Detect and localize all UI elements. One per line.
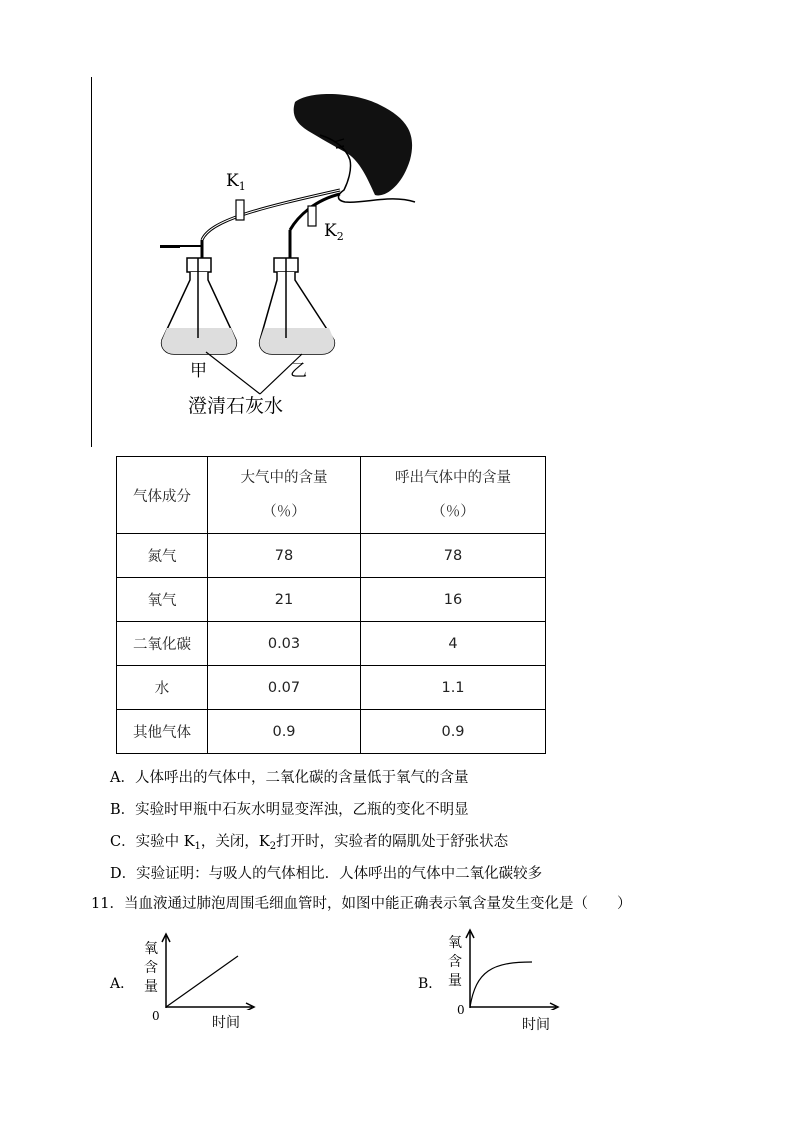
graph-a-origin: 0 xyxy=(152,1009,160,1023)
header-air-content-line1: 大气中的含量 xyxy=(240,470,328,486)
apparatus-figure xyxy=(140,90,440,430)
exhaled-value: 1.1 xyxy=(361,666,546,710)
header-gas-component: 气体成分 xyxy=(117,457,208,534)
graph-b-curve xyxy=(470,962,532,1007)
exhaled-value: 0.9 xyxy=(361,710,546,754)
graph-a-ylabel-2: 含 xyxy=(144,960,158,976)
graph-b-xlabel: 时间 xyxy=(522,1017,550,1033)
graph-b-ylabel-3: 量 xyxy=(448,973,462,989)
table-header-row xyxy=(117,457,546,534)
graph-a-ylabel-3: 量 xyxy=(144,979,158,995)
graph-b-plot xyxy=(464,926,564,1010)
gas-name: 水 xyxy=(117,666,208,710)
graph-b-ylabel-1: 氧 xyxy=(448,935,462,951)
option-c-text-2: ，关闭，K xyxy=(200,834,270,850)
header-air-content xyxy=(208,457,361,534)
graph-b-label: B． xyxy=(418,976,443,992)
option-c-text-3: 打开时，实验者的隔肌处于舒张状态 xyxy=(276,834,509,850)
table-row xyxy=(117,622,546,666)
flask-a-label: 甲 xyxy=(190,361,207,381)
flask-a xyxy=(160,240,236,354)
gas-name: 氮气 xyxy=(117,534,208,578)
option-c-sub-2: 2 xyxy=(269,841,277,852)
pointer-line-a xyxy=(206,352,260,394)
flask-b-label: 乙 xyxy=(290,361,307,381)
header-exhaled-content-line1: 呼出气体中的含量 xyxy=(395,470,511,486)
table-row xyxy=(117,710,546,754)
valve-k1-label: $K_1$ xyxy=(226,171,246,193)
graph-b-ylabel-2: 含 xyxy=(448,954,462,970)
option-d: D．实验证明：与吸人的气体相比．人体呼出的气体中二氧化碳较多 xyxy=(110,866,543,882)
table-row xyxy=(117,578,546,622)
option-c-sub-1: 1 xyxy=(194,841,201,852)
exhaled-value: 16 xyxy=(361,578,546,622)
air-value: 21 xyxy=(208,578,361,622)
table-row xyxy=(117,666,546,710)
option-c xyxy=(110,830,508,852)
air-value: 0.07 xyxy=(208,666,361,710)
air-value: 0.03 xyxy=(208,622,361,666)
header-air-content-line2: （％） xyxy=(262,504,306,520)
clamp-k1 xyxy=(236,200,244,220)
air-value: 0.9 xyxy=(208,710,361,754)
valve-k2-label: $K_2$ xyxy=(324,221,344,243)
exhaled-value: 78 xyxy=(361,534,546,578)
graph-a-xlabel: 时间 xyxy=(212,1015,240,1031)
graph-a-ylabel-1: 氧 xyxy=(144,941,158,957)
option-b: B．实验时甲瓶中石灰水明显变浑浊，乙瓶的变化不明显 xyxy=(110,802,469,818)
gas-name: 二氧化碳 xyxy=(117,622,208,666)
person-hair xyxy=(294,94,412,195)
gas-name: 其他气体 xyxy=(117,710,208,754)
figure-caption: 澄清石灰水 xyxy=(188,395,284,417)
exhaled-value: 4 xyxy=(361,622,546,666)
option-a: A．人体呼出的气体中，二氧化碳的含量低于氧气的含量 xyxy=(110,770,469,786)
air-value: 78 xyxy=(208,534,361,578)
graph-b-origin: 0 xyxy=(457,1003,465,1017)
gas-composition-table xyxy=(116,456,546,754)
header-exhaled-content xyxy=(361,457,546,534)
graph-a-plot xyxy=(160,930,260,1010)
gas-name: 氧气 xyxy=(117,578,208,622)
graph-a-label: A． xyxy=(110,976,135,992)
graph-a-curve xyxy=(166,956,238,1007)
flask-b xyxy=(260,230,335,354)
clamp-k2 xyxy=(308,206,316,226)
header-exhaled-content-line2: （％） xyxy=(431,504,475,520)
table-row xyxy=(117,534,546,578)
breathing-tube xyxy=(202,190,340,240)
option-c-text-1: C．实验中 K xyxy=(110,834,195,850)
question-11: 11．当血液通过肺泡周围毛细血管时，如图中能正确表示氧含量发生变化是（ ） xyxy=(91,896,632,912)
margin-line xyxy=(91,77,92,447)
